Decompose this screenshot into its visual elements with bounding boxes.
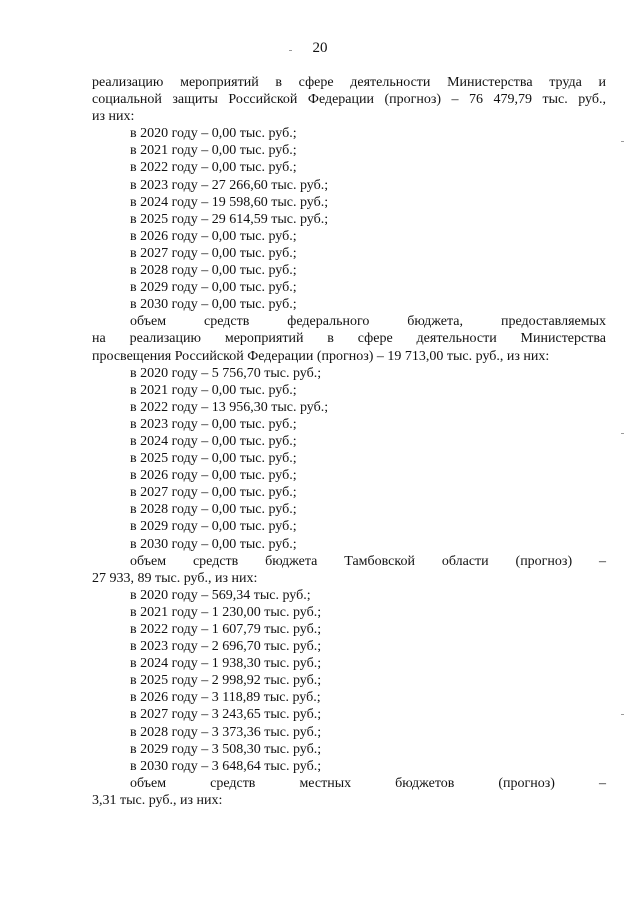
year-amount-line: в 2029 году – 0,00 тыс. руб.; xyxy=(130,280,297,296)
scan-speck xyxy=(621,714,624,715)
paragraph-line: просвещения Российской Федерации (прогноз) – 19 713,00 тыс. руб., из них: xyxy=(92,348,550,364)
paragraph-regional-budget xyxy=(92,553,606,775)
year-amount-line: в 2021 году – 1 230,00 тыс. руб.; xyxy=(130,604,322,620)
year-amount-line: в 2029 году – 0,00 тыс. руб.; xyxy=(130,519,297,535)
year-amount-line: в 2023 году – 27 266,60 тыс. руб.; xyxy=(130,177,329,193)
year-amount-line: в 2027 году – 0,00 тыс. руб.; xyxy=(130,485,297,501)
document-body xyxy=(92,74,606,809)
year-amount-line: в 2030 году – 0,00 тыс. руб.; xyxy=(130,297,297,313)
year-amount-line: в 2021 году – 0,00 тыс. руб.; xyxy=(130,143,297,159)
year-amount-line: в 2028 году – 0,00 тыс. руб.; xyxy=(130,502,297,518)
scan-speck xyxy=(289,50,292,51)
paragraph-line: из них: xyxy=(92,109,135,125)
year-amount-line: в 2022 году – 13 956,30 тыс. руб.; xyxy=(130,399,329,415)
paragraph-labor-ministry xyxy=(92,74,606,313)
year-amount-line: в 2024 году – 1 938,30 тыс. руб.; xyxy=(130,656,322,672)
year-amount-line: в 2025 году – 29 614,59 тыс. руб.; xyxy=(130,211,329,227)
year-amount-line: в 2028 году – 3 373,36 тыс. руб.; xyxy=(130,724,322,740)
year-amount-line: в 2020 году – 569,34 тыс. руб.; xyxy=(130,587,311,603)
paragraph-line: 27 933, 89 тыс. руб., из них: xyxy=(92,570,258,586)
year-amount-line: в 2030 году – 0,00 тыс. руб.; xyxy=(130,536,297,552)
year-amount-line: в 2026 году – 0,00 тыс. руб.; xyxy=(130,228,297,244)
paragraph-line: 3,31 тыс. руб., из них: xyxy=(92,792,223,808)
year-amount-line: в 2022 году – 0,00 тыс. руб.; xyxy=(130,160,297,176)
paragraph-local-budgets xyxy=(92,775,606,809)
year-amount-line: в 2024 году – 19 598,60 тыс. руб.; xyxy=(130,194,329,210)
year-amount-line: в 2025 году – 0,00 тыс. руб.; xyxy=(130,451,297,467)
year-amount-line: в 2030 году – 3 648,64 тыс. руб.; xyxy=(130,758,322,774)
year-amount-line: в 2026 году – 3 118,89 тыс. руб.; xyxy=(130,690,321,706)
paragraph-line: реализацию мероприятий в сфере деятельности Министерства труда и xyxy=(92,75,606,90)
year-amount-line: в 2022 году – 1 607,79 тыс. руб.; xyxy=(130,622,322,637)
year-amount-line: в 2025 году – 2 998,92 тыс. руб.; xyxy=(130,673,322,689)
scan-speck xyxy=(621,141,624,142)
year-amount-line: в 2029 году – 3 508,30 тыс. руб.; xyxy=(130,741,322,757)
paragraph-line: на реализацию мероприятий в сфере деятельности Министерства xyxy=(92,331,606,347)
year-amount-line: в 2027 году – 3 243,65 тыс. руб.; xyxy=(130,707,322,723)
year-amount-line: в 2024 году – 0,00 тыс. руб.; xyxy=(130,433,297,449)
year-amount-line: в 2023 году – 0,00 тыс. руб.; xyxy=(130,416,297,432)
year-amount-line: в 2023 году – 2 696,70 тыс. руб.; xyxy=(130,639,322,655)
paragraph-line: объем средств местных бюджетов (прогноз) – xyxy=(130,775,606,791)
paragraph-line: объем средств федерального бюджета, предоставляемых xyxy=(130,314,606,330)
paragraph-education-ministry xyxy=(92,313,606,552)
year-amount-line: в 2027 году – 0,00 тыс. руб.; xyxy=(130,245,297,261)
scan-speck xyxy=(621,433,624,434)
year-amount-line: в 2021 году – 0,00 тыс. руб.; xyxy=(130,382,297,398)
paragraph-line: объем средств бюджета Тамбовской области (прогноз) – xyxy=(130,553,606,569)
year-amount-line: в 2028 году – 0,00 тыс. руб.; xyxy=(130,263,297,279)
page-number: 20 xyxy=(312,40,328,56)
year-amount-line: в 2020 году – 0,00 тыс. руб.; xyxy=(130,126,297,142)
year-amount-line: в 2020 году – 5 756,70 тыс. руб.; xyxy=(130,365,322,381)
year-amount-line: в 2026 году – 0,00 тыс. руб.; xyxy=(130,468,297,484)
paragraph-line: социальной защиты Российской Федерации (прогноз) – 76 479,79 тыс. руб., xyxy=(92,92,606,108)
